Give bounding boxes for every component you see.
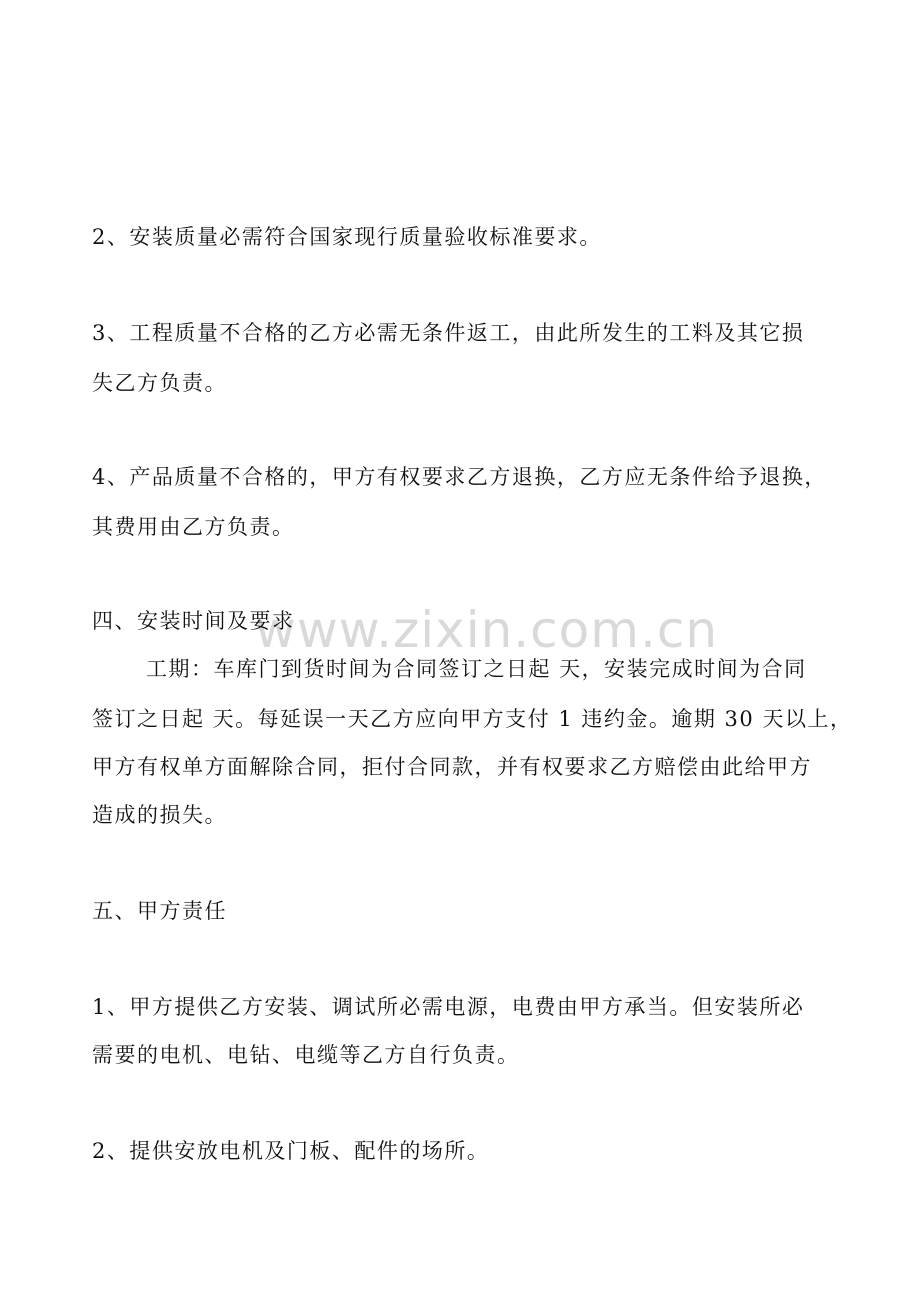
clause-2-quality-standard: 2、安装质量必需符合国家现行质量验收标准要求。 — [92, 225, 602, 249]
party-a-clause-1-line1: 1、甲方提供乙方安装、调试所必需电源，电费由甲方承当。但安装所必 — [92, 995, 805, 1019]
clause-4-product-quality-line2: 其费用由乙方负责。 — [92, 515, 295, 539]
section-4-heading: 四、安装时间及要求 — [92, 609, 295, 633]
clause-4-product-quality-line1: 4、产品质量不合格的，甲方有权要求乙方退换，乙方应无条件给予退换， — [92, 465, 827, 489]
party-a-clause-2: 2、提供安放电机及门板、配件的场所。 — [92, 1139, 490, 1163]
clause-3-rework-line2: 失乙方负责。 — [92, 371, 227, 395]
section-5-heading: 五、甲方责任 — [92, 899, 227, 923]
schedule-paragraph-line4: 造成的损失。 — [92, 803, 227, 827]
clause-3-rework-line1: 3、工程质量不合格的乙方必需无条件返工，由此所发生的工料及其它损 — [92, 321, 805, 345]
schedule-paragraph-line1: 工期：车库门到货时间为合同签订之日起 天，安装完成时间为合同 — [146, 657, 807, 681]
watermark: www.zixin.com.cn — [255, 601, 719, 659]
party-a-clause-1-line2: 需要的电机、电钻、电缆等乙方自行负责。 — [92, 1043, 520, 1067]
schedule-paragraph-line2: 签订之日起 天。每延误一天乙方应向甲方支付 1 违约金。逾期 30 天以上， — [92, 707, 853, 731]
schedule-paragraph-line3: 甲方有权单方面解除合同，拒付合同款，并有权要求乙方赔偿由此给甲方 — [92, 755, 812, 779]
